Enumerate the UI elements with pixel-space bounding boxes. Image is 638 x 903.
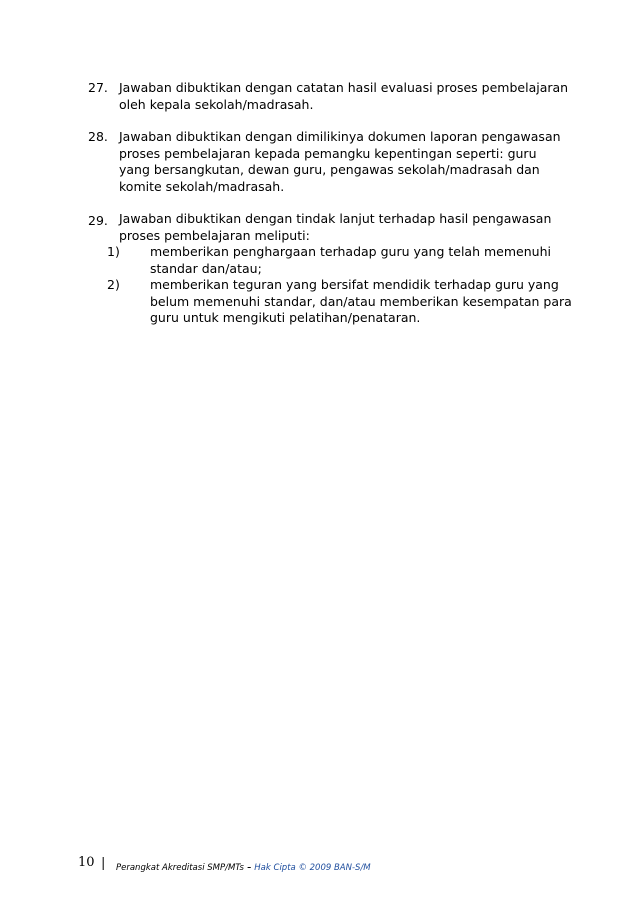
text-line: oleh kepala sekolah/madrasah. (119, 96, 314, 112)
text-line: yang bersangkutan, dewan guru, pengawas sekolah/madrasah dan (119, 162, 540, 177)
item-text (119, 129, 579, 195)
text-line: komite sekolah/madrasah. (119, 178, 285, 194)
text-line: guru untuk mengikuti pelatihan/penataran. (150, 310, 421, 325)
item-number: 27. (88, 80, 108, 95)
text-line: belum memenuhi standar, dan/atau memberikan kesempatan para (150, 293, 572, 309)
footer-doc-title: Perangkat Akreditasi SMP/MTs (116, 863, 244, 873)
footer-dash: - (246, 860, 252, 874)
sub-item-continuation (88, 261, 568, 278)
text-line: proses pembelajaran meliputi: (119, 227, 310, 243)
item-text (119, 211, 579, 244)
item-number: 28. (88, 129, 108, 144)
text-line: standar dan/atau; (150, 260, 262, 276)
page-number: 10 (78, 855, 95, 870)
text-line: proses pembelajaran kepada pemangku kepentingan seperti: guru (119, 145, 537, 161)
sub-item-number: 1) (107, 244, 120, 259)
text-line: memberikan penghargaan terhadap guru yang telah memenuhi (150, 244, 551, 259)
sub-list (88, 244, 572, 327)
footer-text (116, 859, 371, 873)
text-line: memberikan teguran yang bersifat mendidik terhadap guru yang (150, 277, 559, 292)
text-line: Jawaban dibuktikan dengan dimilikinya dokumen laporan pengawasan (119, 129, 561, 144)
footer-separator: | (101, 856, 106, 871)
text-line: Jawaban dibuktikan dengan catatan hasil evaluasi proses pembelajaran (119, 80, 569, 95)
sub-item (88, 277, 568, 294)
footer-copyright: Hak Cipta © 2009 BAN-S/M (254, 863, 371, 873)
item-number: 29. (88, 213, 108, 228)
sub-item-continuation (88, 293, 572, 311)
item-text (119, 80, 579, 113)
sub-item-continuation (88, 310, 568, 327)
sub-item-number: 2) (107, 277, 120, 292)
text-line: Jawaban dibuktikan dengan tindak lanjut terhadap hasil pengawasan (119, 211, 552, 226)
sub-item (88, 244, 568, 261)
